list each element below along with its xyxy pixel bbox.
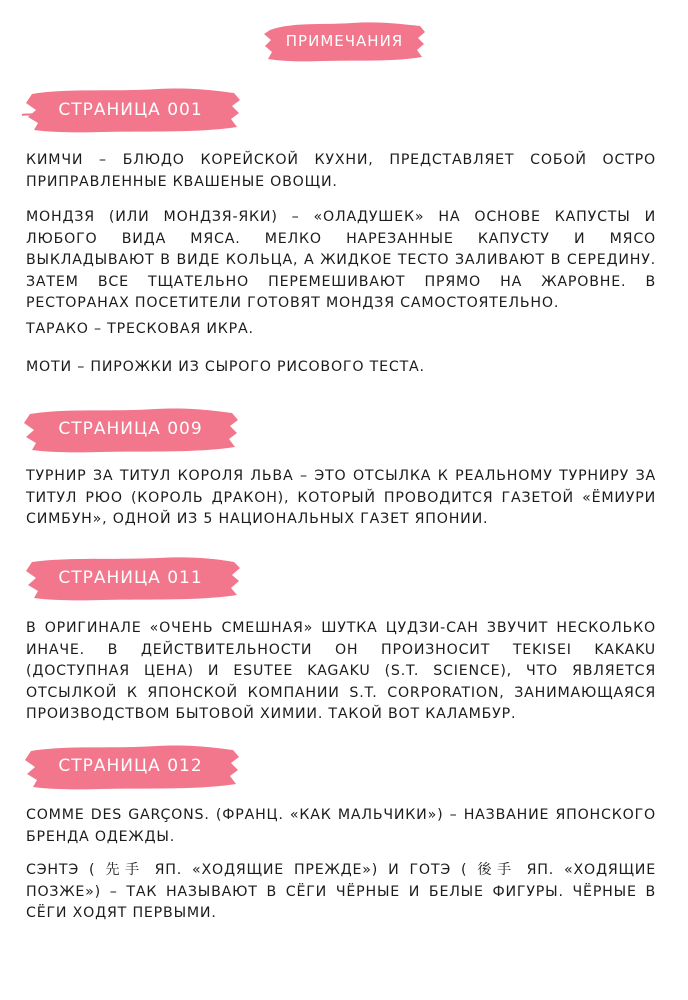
note-paragraph: МОНДЗЯ (ИЛИ МОНДЗЯ-ЯКИ) – «ОЛАДУШЕК» НА ОСНОВЕ КАПУСТЫ И ЛЮБОГО ВИДА МЯСА. МЕЛКО НАРЕЗАННЫЕ КАПУСТУ И МЯСО ВЫКЛАДЫВАЮТ В ВИДЕ КОЛЬЦА, А ЖИДКОЕ ТЕСТО ЗАЛИВАЮТ В СЕРЕДИНУ. ЗАТЕМ ВСЕ ТЩАТЕЛЬНО ПЕРЕМЕШИВАЮТ ПРЯМО НА ЖАРОВНЕ. В РЕСТОРАНАХ ПОСЕТИТЕЛИ ГОТОВЯТ МОНДЗЯ САМОСТОЯТЕЛЬНО. bbox=[26, 209, 656, 311]
note-paragraph: СЭНТЭ ( 先手 ЯП. «ХОДЯЩИЕ ПРЕЖДЕ») И ГОТЭ ( 後手 ЯП. «ХОДЯЩИЕ ПОЗЖЕ») – ТАК НАЗЫВАЮТ В СЁГИ ЧЁРНЫЕ И БЕЛЫЕ ФИГУРЫ. ЧЁРНЫЕ В СЁГИ ХОДЯТ ПЕРВЫМИ. bbox=[26, 862, 656, 921]
section-heading-banner bbox=[18, 738, 243, 794]
note-paragraph: КИМЧИ – БЛЮДО КОРЕЙСКОЙ КУХНИ, ПРЕДСТАВЛЯЕТ СОБОЙ ОСТРО ПРИПРАВЛЕННЫЕ КВАШЕНЫЕ ОВОЩИ. bbox=[26, 152, 656, 190]
note-paragraph: В ОРИГИНАЛЕ «ОЧЕНЬ СМЕШНАЯ» ШУТКА ЦУДЗИ-САН ЗВУЧИТ НЕСКОЛЬКО ИНАЧЕ. В ДЕЙСТВИТЕЛЬНОСТИ ОН ПРОИЗНОСИТ TEKISEI KAKAKU (ДОСТУПНАЯ ЦЕНА) И ESUTEE KAGAKU (S.T. SCIENCE), ЧТО ЯВЛЯЕТСЯ ОТСЫЛКОЙ К ЯПОНСКОЙ КОМПАНИИ S.T. CORPORATION, ЗАНИМАЮЩАЯСЯ ПРОИЗВОДСТВОМ БЫТОВОЙ ХИМИИ. ТАКОЙ ВОТ КАЛАМБУР. bbox=[26, 620, 656, 722]
section-heading: СТРАНИЦА 009 bbox=[58, 419, 203, 439]
section-heading-banner bbox=[18, 82, 243, 138]
section-heading-banner bbox=[18, 550, 243, 606]
section-heading: СТРАНИЦА 001 bbox=[58, 100, 203, 120]
section-heading: СТРАНИЦА 011 bbox=[58, 568, 203, 588]
note-paragraph: ТУРНИР ЗА ТИТУЛ КОРОЛЯ ЛЬВА – ЭТО ОТСЫЛКА К РЕАЛЬНОМУ ТУРНИРУ ЗА ТИТУЛ РЮО (КОРОЛЬ ДРАКОН), КОТОРЫЙ ПРОВОДИТСЯ ГАЗЕТОЙ «ЁМИУРИ СИМБУН», ОДНОЙ ИЗ 5 НАЦИОНАЛЬНЫХ ГАЗЕТ ЯПОНИИ. bbox=[26, 468, 656, 527]
section-heading-banner bbox=[18, 401, 243, 457]
note-paragraph: ТАРАКО – ТРЕСКОВАЯ ИКРА. bbox=[26, 321, 254, 337]
note-paragraph: МОТИ – ПИРОЖКИ ИЗ СЫРОГО РИСОВОГО ТЕСТА. bbox=[26, 359, 425, 375]
page-title: ПРИМЕЧАНИЯ bbox=[285, 32, 404, 50]
note-paragraph: COMME DES GARÇONS. (ФРАНЦ. «КАК МАЛЬЧИКИ») – НАЗВАНИЕ ЯПОНСКОГО БРЕНДА ОДЕЖДЫ. bbox=[26, 807, 656, 845]
page-title-banner bbox=[262, 16, 427, 66]
section-heading: СТРАНИЦА 012 bbox=[58, 756, 203, 776]
